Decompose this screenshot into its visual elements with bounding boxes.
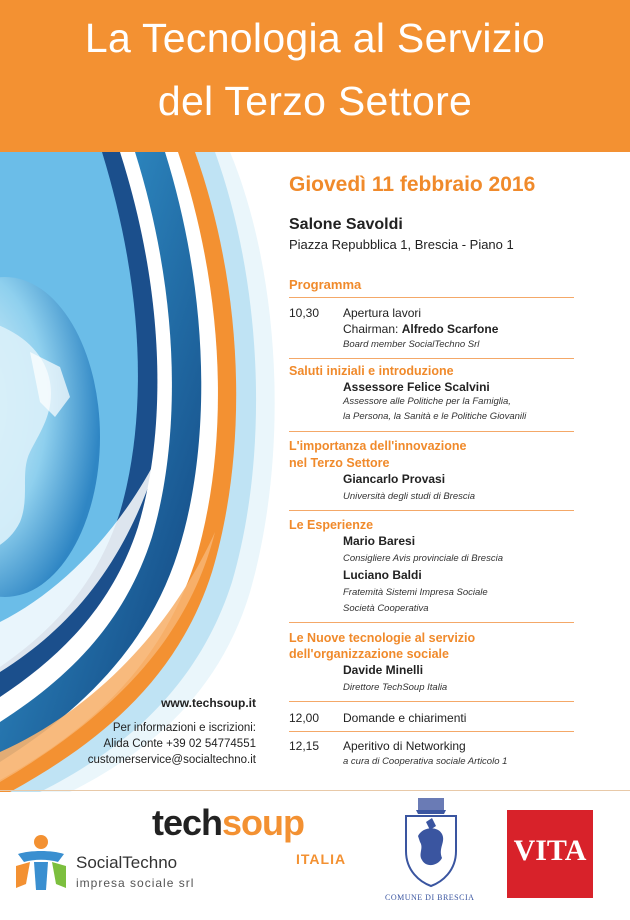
title-line-2: del Terzo Settore bbox=[157, 78, 473, 124]
venue-name: Salone Savoldi bbox=[289, 216, 403, 233]
venue-address: Piazza Repubblica 1, Brescia - Piano 1 bbox=[289, 237, 514, 252]
techsoup-italia: ITALIA bbox=[296, 851, 347, 867]
socialtechno-logo-icon bbox=[8, 832, 74, 894]
speaker-baresi: Mario Baresi bbox=[343, 534, 416, 548]
divider bbox=[289, 622, 574, 623]
socialtechno-name: SocialTechno bbox=[76, 853, 178, 872]
techsoup-logo bbox=[152, 802, 304, 844]
divider bbox=[289, 297, 574, 298]
section-esperienze: Le Esperienze bbox=[289, 518, 374, 532]
time-aperitivo: 12,15 bbox=[289, 739, 320, 753]
title-line-1: La Tecnologia al Servizio bbox=[84, 15, 546, 61]
vita-logo bbox=[507, 810, 593, 898]
section-nuove-tecnologie-2: dell'organizzazione sociale bbox=[289, 647, 449, 661]
domande-label: Domande e chiarimenti bbox=[343, 711, 467, 725]
chairman-name: Alfredo Scarfone bbox=[401, 322, 499, 336]
role-minelli: Direttore TechSoup Italia bbox=[343, 682, 448, 693]
comune-crest-icon bbox=[398, 796, 464, 890]
role-scalvini-2: la Persona, la Sanità e le Politiche Giovanili bbox=[343, 411, 527, 422]
programma-title: Programma bbox=[289, 277, 362, 292]
info-contact: Alida Conte +39 02 54774551 bbox=[103, 738, 256, 750]
section-saluti: Saluti iniziali e introduzione bbox=[289, 364, 454, 378]
info-email[interactable]: customerservice@socialtechno.it bbox=[87, 754, 256, 766]
section-innovazione-1: L'importanza dell'innovazione bbox=[289, 439, 467, 453]
comune-label: COMUNE DI BRESCIA bbox=[385, 893, 475, 902]
divider bbox=[289, 731, 574, 732]
role-provasi: Università degli studi di Brescia bbox=[343, 491, 476, 502]
footer-divider bbox=[0, 790, 630, 791]
section-innovazione-2: nel Terzo Settore bbox=[289, 456, 390, 470]
chairman-prefix: Chairman: bbox=[343, 322, 402, 336]
chairman-line bbox=[343, 322, 498, 336]
divider bbox=[289, 701, 574, 702]
role-baresi: Consigliere Avis provinciale di Brescia bbox=[343, 553, 503, 564]
speaker-baldi: Luciano Baldi bbox=[343, 568, 422, 582]
role-baldi-1: Fratemità Sistemi Impresa Sociale bbox=[343, 587, 488, 598]
socialtechno-sub: impresa sociale srl bbox=[76, 876, 195, 890]
divider bbox=[289, 358, 574, 359]
speaker-provasi: Giancarlo Provasi bbox=[343, 472, 446, 486]
aperitivo-label: Aperitivo di Networking bbox=[343, 739, 466, 753]
role-scalvini-1: Assessore alle Politiche per la Famiglia, bbox=[343, 396, 511, 407]
event-date: Giovedì 11 febbraio 2016 bbox=[289, 173, 536, 196]
header-banner bbox=[0, 0, 630, 152]
divider bbox=[289, 431, 574, 432]
time-apertura: 10,30 bbox=[289, 306, 320, 320]
role-baldi-2: Società Cooperativa bbox=[343, 603, 429, 614]
website-link[interactable]: www.techsoup.it bbox=[161, 696, 256, 710]
vita-logo-text: VITA bbox=[513, 834, 587, 867]
chairman-role: Board member SocialTechno Srl bbox=[343, 339, 480, 350]
divider bbox=[289, 510, 574, 511]
aperitivo-sub: a cura di Cooperativa sociale Articolo 1 bbox=[343, 756, 508, 767]
apertura-label: Apertura lavori bbox=[343, 306, 422, 320]
time-domande: 12,00 bbox=[289, 711, 320, 725]
info-line-1: Per informazioni e iscrizioni: bbox=[112, 722, 256, 734]
speaker-scalvini: Assessore Felice Scalvini bbox=[343, 380, 490, 394]
techsoup-logo-tech: tech bbox=[152, 802, 223, 843]
techsoup-logo-soup: soup bbox=[222, 802, 305, 843]
section-nuove-tecnologie-1: Le Nuove tecnologie al servizio bbox=[289, 631, 476, 645]
speaker-minelli: Davide Minelli bbox=[343, 663, 424, 677]
